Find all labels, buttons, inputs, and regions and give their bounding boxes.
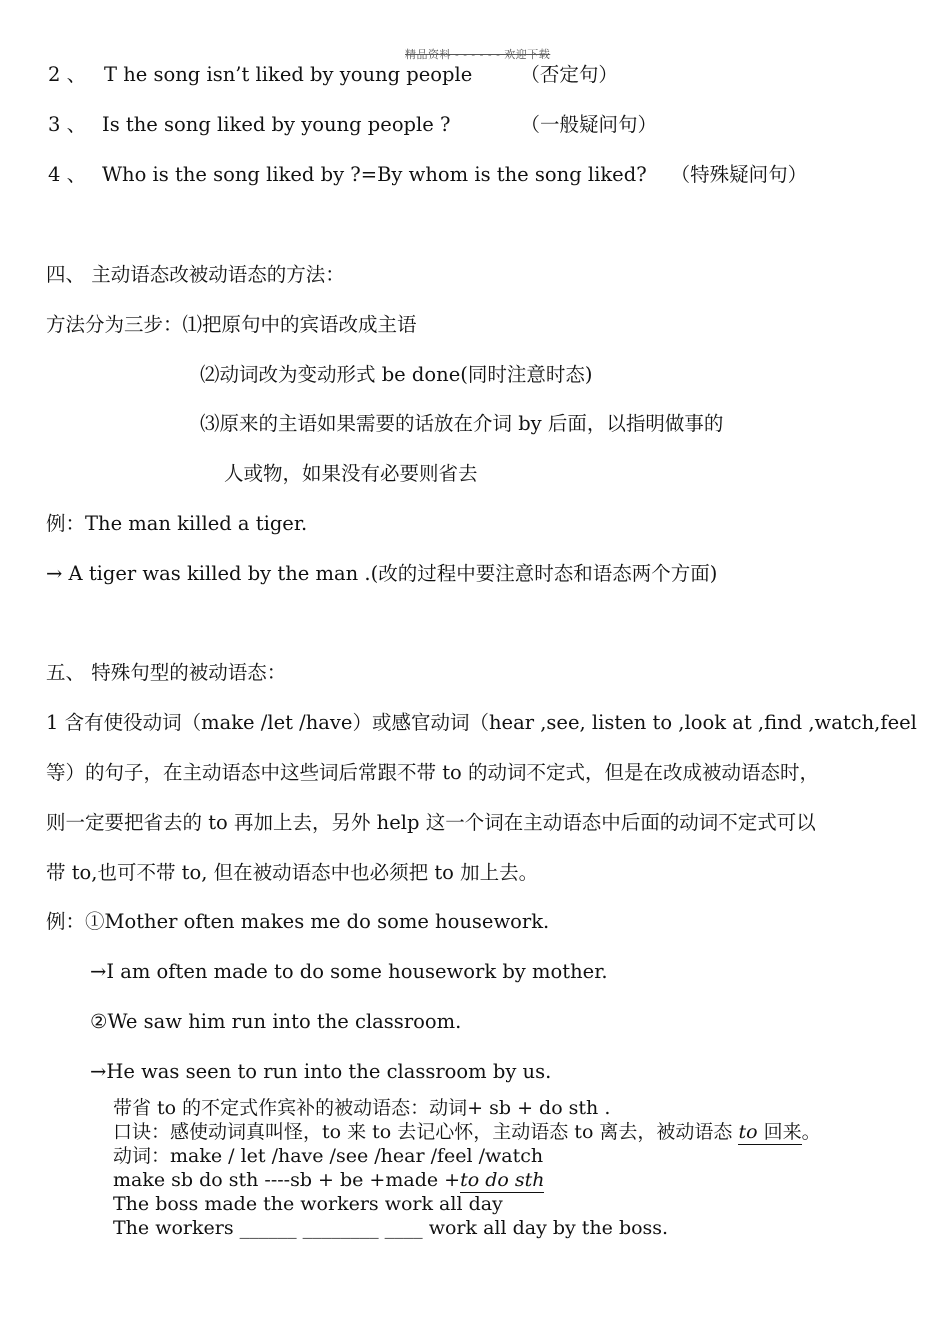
paragraph-line: 等）的句子，在主动语态中这些词后常跟不带 to 的动词不定式，但是在改成被动语态时， [46, 761, 819, 784]
list-item [48, 112, 657, 138]
item-note: （特殊疑问句） [670, 163, 808, 186]
example-result: →I am often made to do some housework by mother. [90, 960, 608, 983]
mnemonic-to: to [738, 1121, 758, 1143]
mnemonic-text: 口诀：感使动词真叫怪，to 来 to 去记心怀，主动语态 to 离去，被动语态 [113, 1121, 739, 1143]
list-item [48, 162, 807, 188]
example-result: →He was seen to run into the classroom by us. [90, 1060, 552, 1083]
item-number: 3 、 [48, 113, 87, 136]
section-heading: 五、 特殊句型的被动语态： [46, 661, 287, 684]
item-text: Who is the song liked by ?=By whom is the song liked? [102, 163, 647, 186]
paragraph-line: 则一定要把省去的 to 再加上去，另外 help 这一个词在主动语态中后面的动词不定式可以 [46, 811, 816, 834]
example-text-tail: l day [456, 1193, 503, 1215]
mnemonic-end: 。 [801, 1121, 821, 1143]
mnemonic-line [113, 1120, 821, 1144]
formula-to-do: to do sth [460, 1169, 545, 1191]
example-sentence: 例：①Mother often makes me do some housework. [46, 910, 550, 933]
item-text: Is the song liked by young people ? [102, 113, 451, 136]
exercise-line: The workers ______ ________ ____ work all day by the boss. [113, 1217, 669, 1239]
formula-line [113, 1168, 544, 1192]
example-sentence: ②We saw him run into the classroom. [90, 1010, 462, 1033]
item-note: （否定句） [520, 63, 618, 86]
item-number: 2 、 [48, 63, 87, 86]
page-watermark: 精品资料 - - - - - - 欢迎下载 [405, 48, 551, 61]
item-number: 4 、 [48, 163, 87, 186]
example-result: → A tiger was killed by the man .(改的过程中要注意时态和语态两个方面) [46, 562, 718, 585]
method-step-2: ⑵动词改为变动形式 be done(同时注意时态) [200, 363, 593, 386]
mnemonic-back: 回来 [757, 1121, 802, 1143]
paragraph-line: 1 含有使役动词（make /let /have）或感官动词（hear ,see, listen to ,look at ,find ,watch,feel [46, 711, 917, 734]
method-intro: 方法分为三步：⑴把原句中的宾语改成主语 [46, 313, 417, 336]
example-sentence: 例：The man killed a tiger. [46, 512, 308, 535]
method-step-3: ⑶原来的主语如果需要的话放在介词 by 后面，以指明做事的 [200, 412, 724, 435]
section-heading: 四、 主动语态改被动语态的方法： [46, 263, 345, 286]
example-sentence [113, 1192, 503, 1216]
list-item [48, 62, 618, 88]
example-text: The boss made the workers work al [113, 1193, 457, 1215]
verb-list-line: 动词：make / let /have /see /hear /feel /watch [113, 1145, 544, 1167]
item-note: （一般疑问句） [520, 113, 657, 136]
formula-text: make sb do sth ----sb + be +made + [113, 1169, 461, 1191]
note-line: 带省 to 的不定式作宾补的被动语态：动词+ sb + do sth . [113, 1097, 611, 1119]
item-text: T he song isn’t liked by young people [104, 63, 473, 86]
paragraph-line: 带 to,也可不带 to, 但在被动语态中也必须把 to 加上去。 [46, 861, 539, 884]
method-step-3-cont: 人或物，如果没有必要则省去 [224, 462, 478, 485]
